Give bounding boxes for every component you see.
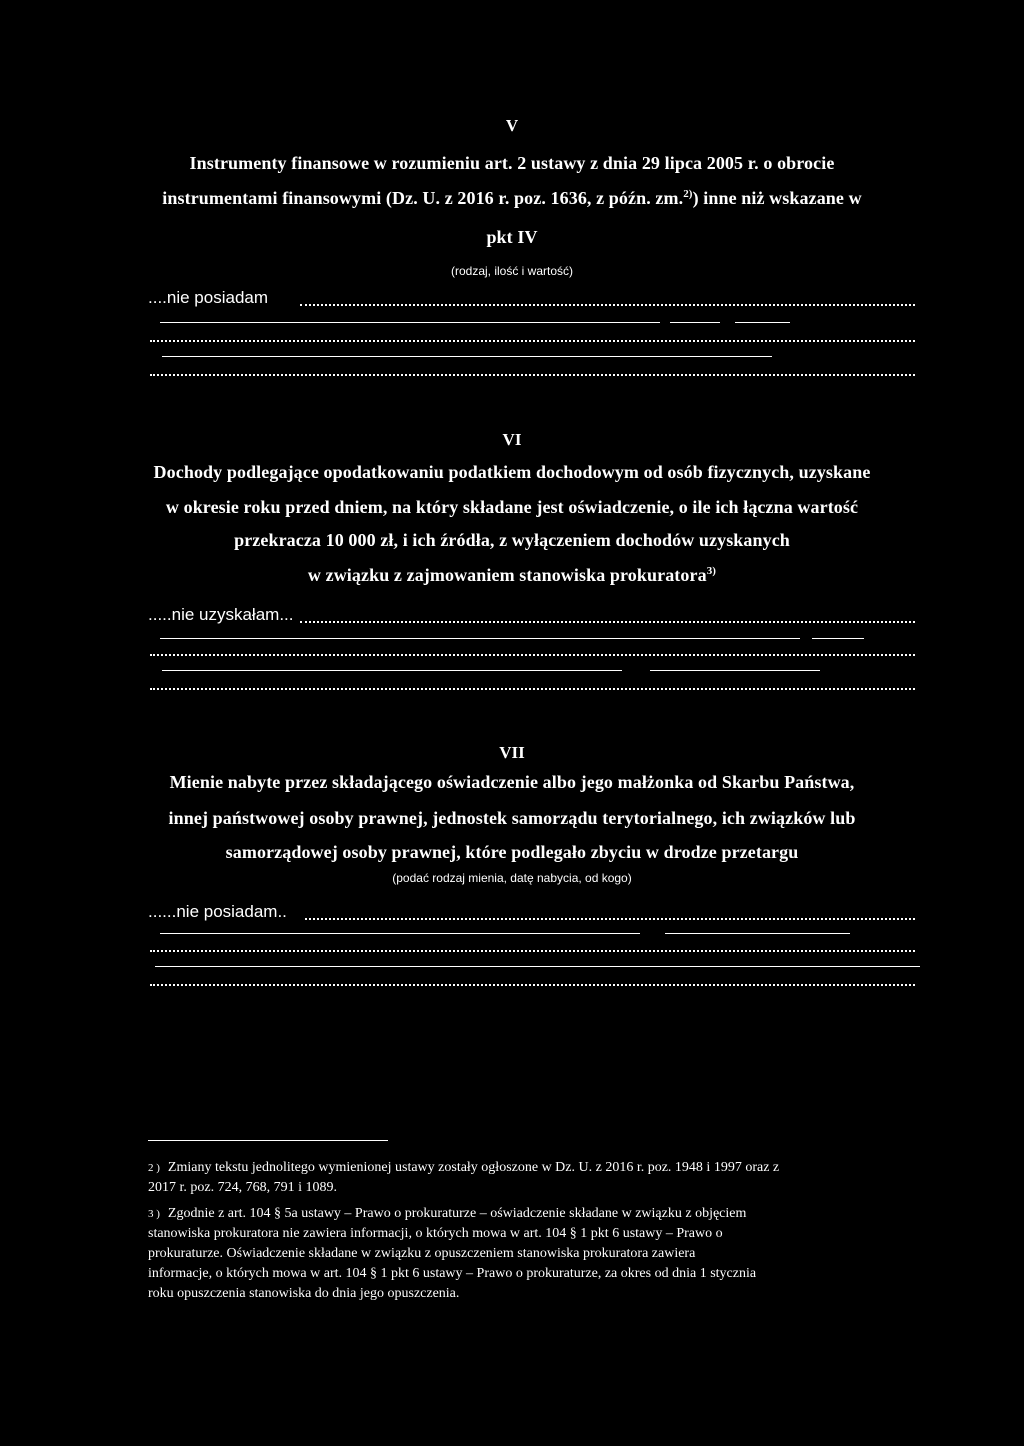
footnote-2	[148, 1158, 918, 1198]
underline	[162, 356, 772, 357]
underline	[160, 638, 800, 639]
dotted-line	[150, 984, 915, 986]
section-vi-numeral: VI	[502, 430, 522, 449]
underline	[160, 933, 640, 934]
dotted-line	[300, 621, 915, 623]
footnote-3-line-5: roku opuszczenia stanowiska do dnia jego opuszczenia.	[148, 1286, 460, 1301]
underline	[670, 322, 720, 323]
dotted-line	[300, 304, 915, 306]
section-vii-heading-line-2: innej państwowej osoby prawnej, jednostek samorządu terytorialnego, ich związków lub	[168, 808, 856, 828]
footnote-2-line-2: 2017 r. poz. 724, 768, 791 i 1089.	[148, 1180, 337, 1195]
underline	[155, 966, 920, 967]
footnote-3-marker: 3 )	[148, 1208, 160, 1220]
section-v-heading-line-2	[0, 188, 1024, 209]
footnote-3-line-1: Zgodnie z art. 104 § 5a ustawy – Prawo o prokuraturze – oświadczenie składane w związku z objęciem	[167, 1206, 747, 1221]
section-v-numeral: V	[505, 116, 519, 135]
dotted-line	[150, 654, 915, 656]
underline	[812, 638, 864, 639]
footnote-3-line-4: informacje, o których mowa w art. 104 § 1 pkt 6 ustawy – Prawo o prokuraturze, za okres od dnia 1 stycznia	[148, 1266, 757, 1281]
footnote-3-line-2: stanowiska prokuratora nie zawiera informacji, o których mowa w art. 104 § 1 pkt 6 ustawy – Prawo o	[148, 1226, 723, 1241]
underline	[735, 322, 790, 323]
section-vi-heading-line-4	[0, 565, 1024, 586]
section-v-heading-part-a: instrumentami finansowymi (Dz. U. z 2016 r. poz. 1636, z późn. zm.	[162, 188, 684, 208]
underline	[160, 322, 660, 323]
dotted-line	[150, 688, 915, 690]
footnote-3-line-3: prokuraturze. Oświadczenie składane w związku z opuszczeniem stanowiska prokuratora zawiera	[148, 1246, 696, 1261]
footnote-2-marker: 2 )	[148, 1162, 160, 1174]
underline	[162, 670, 622, 671]
section-vii-note: (podać rodzaj mienia, datę nabycia, od kogo)	[392, 871, 632, 885]
underline	[665, 933, 850, 934]
footnote-2-line-1: Zmiany tekstu jednolitego wymienionej ustawy zostały ogłoszone w Dz. U. z 2016 r. poz. 1948 i 1997 oraz z	[167, 1160, 780, 1175]
section-vi-heading-line-1: Dochody podlegające opodatkowaniu podatkiem dochodowym od osób fizycznych, uzyskane	[153, 462, 871, 482]
footnote-ref-2: 2)	[683, 188, 693, 200]
section-v-answer: ....nie posiadam	[148, 288, 269, 307]
footnote-ref-3: 3)	[706, 565, 717, 577]
section-v-note: (rodzaj, ilość i wartość)	[450, 264, 574, 278]
dotted-line	[150, 340, 915, 342]
dotted-line	[305, 918, 915, 920]
section-vii-heading-line-3: samorządowej osoby prawnej, które podlegało zbyciu w drodze przetargu	[225, 842, 799, 862]
section-vi-answer: .....nie uzyskałam...	[148, 605, 294, 624]
section-v-heading-line-3: pkt IV	[486, 227, 538, 247]
section-vii-answer: ......nie posiadam..	[148, 902, 287, 921]
section-v-heading-line-1: Instrumenty finansowe w rozumieniu art. 2 ustawy z dnia 29 lipca 2005 r. o obrocie	[189, 153, 835, 173]
section-v-heading-part-b: ) inne niż wskazane w	[692, 188, 862, 208]
section-vi-heading-text: w związku z zajmowaniem stanowiska prokuratora	[307, 565, 707, 585]
footnote-3	[148, 1204, 918, 1304]
dotted-line	[150, 950, 915, 952]
footnote-separator	[148, 1140, 388, 1141]
dotted-line	[150, 374, 915, 376]
section-vi-heading-line-2: w okresie roku przed dniem, na który składane jest oświadczenie, o ile ich łączna wartość	[165, 497, 859, 517]
section-vii-heading-line-1: Mienie nabyte przez składającego oświadczenie albo jego małżonka od Skarbu Państwa,	[169, 772, 855, 792]
underline	[650, 670, 820, 671]
section-vi-heading-line-3: przekracza 10 000 zł, i ich źródła, z wyłączeniem dochodów uzyskanych	[234, 530, 790, 550]
section-vii-numeral: VII	[499, 743, 525, 762]
